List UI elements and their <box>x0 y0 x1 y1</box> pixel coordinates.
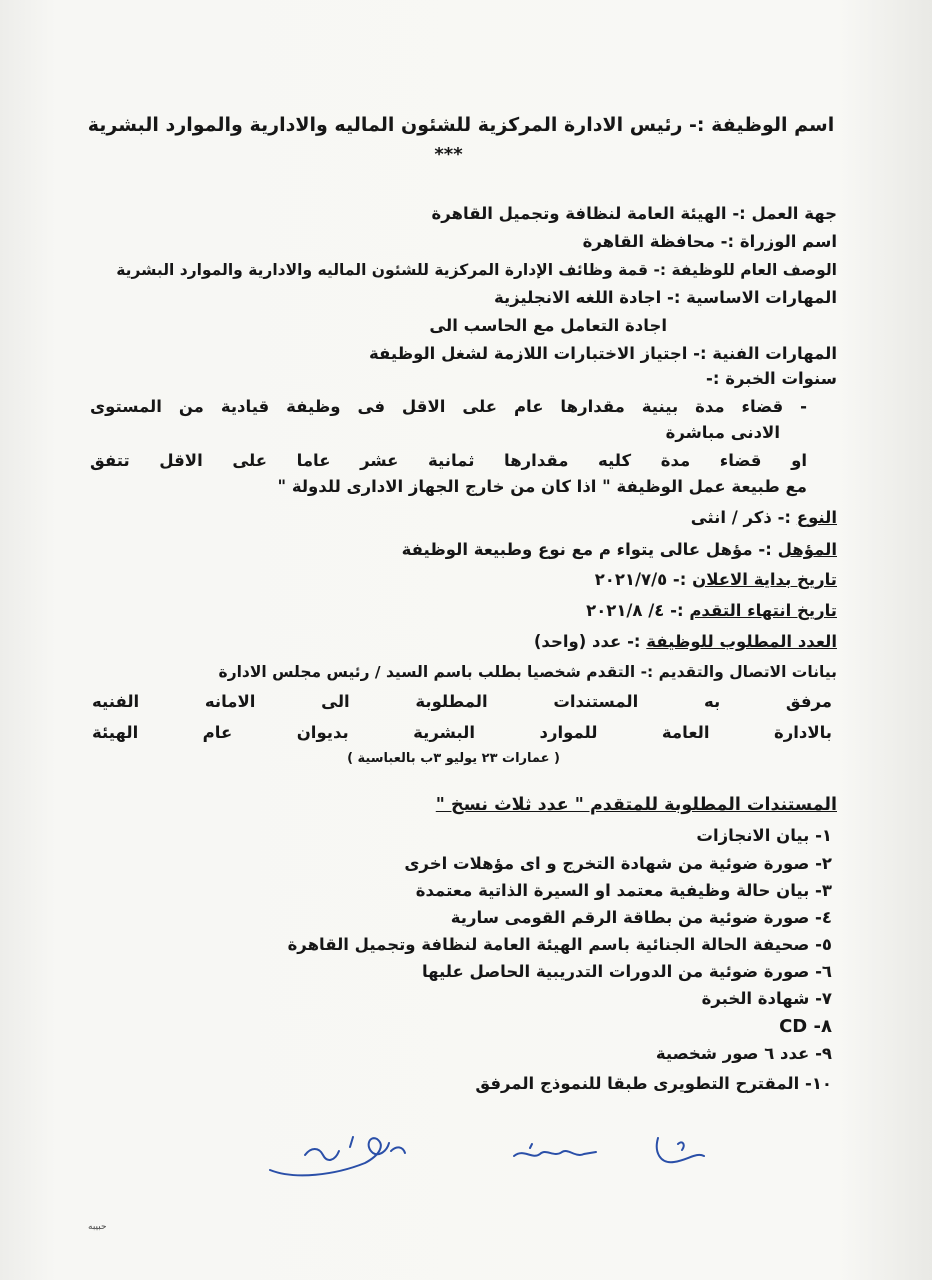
basic-skills-line: المهارات الاساسية :- اجادة اللغه الانجليزية <box>493 288 837 307</box>
start-date-label: تاريخ بداية الاعلان <box>692 570 837 589</box>
experience-line-2b: مع طبيعة عمل الوظيفة " اذا كان من خارج الجهاز الادارى للدولة " <box>277 477 807 496</box>
count-label: العدد المطلوب للوظيفة <box>646 632 837 651</box>
count-value: :- عدد (واحد) <box>533 632 641 651</box>
document-item: ٣- بيان حالة وظيفية معتمد او السيرة الذاتية معتمدة <box>415 881 832 900</box>
qualification-label: المؤهل <box>777 540 837 559</box>
document-item: ٤- صورة ضوئية من بطاقة الرقم القومى سارية <box>450 908 832 927</box>
document-item: ١٠- المقترح التطويرى طبقا للنموذج المرفق <box>475 1074 832 1093</box>
start-date-value: :- ٢٠٢١/٧/٥ <box>594 570 687 589</box>
gender-value: :- ذكر / انثى <box>690 508 792 527</box>
description-line: الوصف العام للوظيفة :- قمة وظائف الإدارة المركزية للشئون الماليه والادارية والموارد البشرية <box>116 261 837 279</box>
document-item: ٨- CD <box>779 1016 832 1037</box>
experience-line-1: - قضاء مدة بينية مقدارها عام على الاقل فى وظيفة قيادية من المستوى <box>90 397 807 416</box>
signature-1 <box>265 1125 410 1185</box>
document-item: ٩- عدد ٦ صور شخصية <box>655 1044 832 1063</box>
document-item: ٥- صحيفة الحالة الجنائية باسم الهيئة العامة لنظافة وتجميل القاهرة <box>287 935 832 954</box>
document-item: ١- بيان الانجازات <box>696 826 832 845</box>
gender-label: النوع <box>796 508 837 527</box>
footer-note: حبيبه <box>88 1222 107 1232</box>
experience-label: سنوات الخبرة :- <box>706 369 837 388</box>
contact-line-4: ( عمارات ٢٣ يوليو ٣ب بالعباسية ) <box>347 751 560 766</box>
technical-skills-line: المهارات الفنية :- اجتياز الاختبارات اللازمة لشغل الوظيفة <box>368 344 837 363</box>
end-date-line <box>60 598 837 624</box>
start-date-line <box>60 567 837 593</box>
contact-line-3: بالادارة العامة للموارد البشرية بديوان عام الهيئة <box>92 723 832 742</box>
document-item: ٦- صورة ضوئية من الدورات التدريبية الحاصل عليها <box>421 962 832 981</box>
experience-line-2: او قضاء مدة كليه مقدارها ثمانية عشر عاما على الاقل تتفق <box>90 451 807 470</box>
experience-line-1b: الادنى مباشرة <box>665 423 780 442</box>
signature-3 <box>648 1130 710 1170</box>
employer-line: جهة العمل :- الهيئة العامة لنظافة وتجميل القاهرة <box>431 204 837 223</box>
ministry-line: اسم الوزراة :- محافظة القاهرة <box>582 232 837 251</box>
document-item: ٧- شهادة الخبرة <box>701 989 832 1008</box>
contact-line-1: بيانات الاتصال والتقديم :- التقدم شخصيا بطلب باسم السيد / رئيس مجلس الادارة <box>218 663 837 681</box>
title-stars: *** <box>434 144 463 165</box>
documents-heading: المستندات المطلوبة للمتقدم " عدد ثلاث نسخ " <box>435 795 837 815</box>
gender-line <box>60 505 837 531</box>
contact-line-2: مرفق به المستندات المطلوبة الى الامانه الفنيه <box>92 692 832 711</box>
end-date-label: تاريخ انتهاء التقدم <box>689 601 837 620</box>
end-date-value: :- ٤/ ٢٠٢١/٨ <box>586 601 684 620</box>
qualification-value: :- مؤهل عالى يتواء م مع نوع وطبيعة الوظيفة <box>401 540 772 559</box>
signature-2 <box>510 1138 600 1168</box>
job-title: اسم الوظيفة :- رئيس الادارة المركزية للشئون الماليه والادارية والموارد البشرية <box>87 114 835 136</box>
document-item: ٢- صورة ضوئية من شهادة التخرج و اى مؤهلات اخرى <box>404 854 832 873</box>
count-line <box>60 629 837 655</box>
qualification-line <box>60 537 837 563</box>
basic-skills-line-2: اجادة التعامل مع الحاسب الى <box>429 316 667 335</box>
